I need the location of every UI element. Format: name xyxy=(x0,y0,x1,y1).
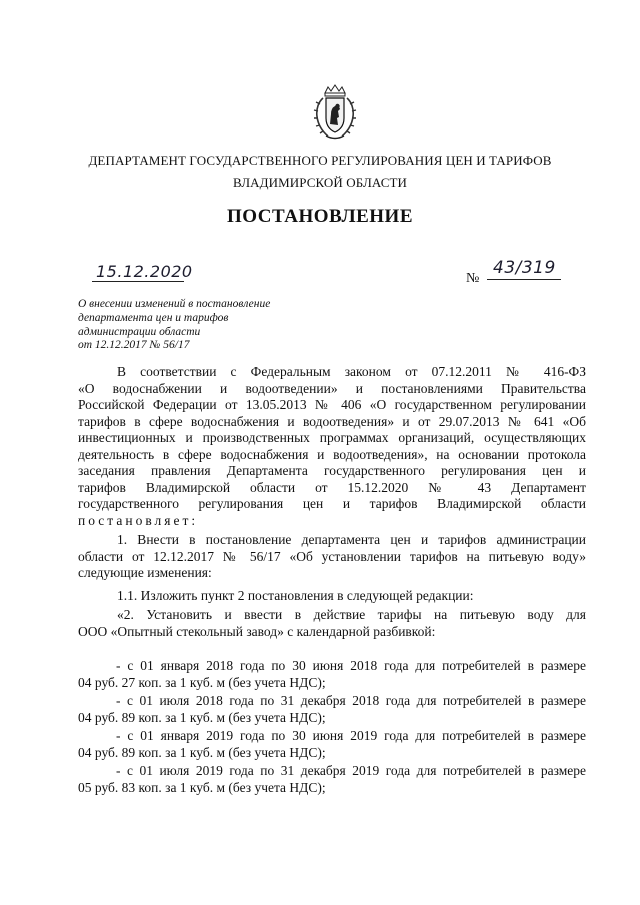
document-date xyxy=(92,262,193,284)
item-1 xyxy=(78,532,586,582)
period-line: - с 01 января 2018 года по 30 июня 2018 года для потребителей в размере xyxy=(116,658,586,673)
preamble-line: инвестиционных и производственных программах организаций, осуществляющих xyxy=(78,430,586,445)
preamble-line: заседания правления Департамента государственного регулирования цен и xyxy=(78,463,586,478)
document-title: ПОСТАНОВЛЕНИЕ xyxy=(226,206,414,227)
preamble-line: «О водоснабжении и водоотведении» и постановлениями Правительства xyxy=(78,380,586,396)
number-underline xyxy=(487,279,561,280)
subject-line: департамента цен и тарифов xyxy=(78,311,229,324)
department-name-line1: ДЕПАРТАМЕНТ ГОСУДАРСТВЕННОГО РЕГУЛИРОВАНИЯ ЦЕН И ТАРИФОВ xyxy=(88,153,552,168)
item-1-line: следующие изменения: xyxy=(78,565,212,580)
date-underline xyxy=(92,281,184,282)
period-item xyxy=(78,658,586,691)
item-2-quote xyxy=(78,607,586,640)
period-line: 05 руб. 83 коп. за 1 куб. м (без учета НДС); xyxy=(78,779,326,795)
period-line: - с 01 января 2019 года по 30 июня 2019 года для потребителей в размере xyxy=(116,728,586,743)
document-subject xyxy=(78,298,318,353)
date-handwritten: 15.12.2020 xyxy=(96,262,193,281)
item-1-1 xyxy=(78,588,586,605)
number-handwritten: 43/319 xyxy=(493,258,556,278)
preamble-line: В соответствии с Федеральным законом от 07.12.2011 № 416-ФЗ xyxy=(117,364,586,379)
period-line: 04 руб. 89 коп. за 1 куб. м (без учета НДС); xyxy=(78,744,326,760)
preamble-line: тарифов в сфере водоснабжения и водоотведения» и от 29.07.2013 № 641 «Об xyxy=(78,413,586,429)
period-line: 04 руб. 89 коп. за 1 куб. м (без учета НДС); xyxy=(78,709,326,725)
item-2-line: «2. Установить и ввести в действие тарифы на питьевую воду для xyxy=(117,607,586,622)
subject-line: администрации области xyxy=(78,325,201,338)
period-line: 04 руб. 27 коп. за 1 куб. м (без учета НДС); xyxy=(78,674,326,690)
period-line: - с 01 июля 2019 года по 31 декабря 2019 года для потребителей в размере xyxy=(116,763,586,778)
item-1-line: области от 12.12.2017 № 56/17 «Об установлении тарифов на питьевую воду» xyxy=(78,548,586,564)
subject-line: от 12.12.2017 № 56/17 xyxy=(78,339,190,352)
coat-of-arms-icon xyxy=(310,84,360,142)
preamble-line: тарифов Владимирской области от 15.12.2020 № 43 Департамент xyxy=(78,479,586,495)
period-item xyxy=(78,763,586,796)
period-line: - с 01 июля 2018 года по 31 декабря 2018 года для потребителей в размере xyxy=(116,693,586,708)
preamble-line: деятельность в сфере водоснабжения и водоотведения», на основании протокола xyxy=(78,446,586,462)
number-label: № xyxy=(466,271,480,286)
department-name-line2: ВЛАДИМИРСКОЙ ОБЛАСТИ xyxy=(232,175,408,190)
period-item xyxy=(78,728,586,761)
period-item xyxy=(78,693,586,726)
document-number xyxy=(487,258,561,284)
subject-line: О внесении изменений в постановление xyxy=(78,298,271,310)
preamble-paragraph xyxy=(78,364,586,529)
item-1-1-line: 1.1. Изложить пункт 2 постановления в следующей редакции: xyxy=(117,588,474,603)
resolves-word: постановляет: xyxy=(78,512,199,528)
item-2-line: ООО «Опытный стекольный завод» с календарной разбивкой: xyxy=(78,623,436,639)
item-1-line: 1. Внести в постановление департамента цен и тарифов администрации xyxy=(117,532,586,547)
preamble-line: государственного регулирования цен и тарифов Владимирской области xyxy=(78,496,586,511)
preamble-line: Российской Федерации от 13.05.2013 № 406 «О государственном регулировании xyxy=(78,397,586,412)
